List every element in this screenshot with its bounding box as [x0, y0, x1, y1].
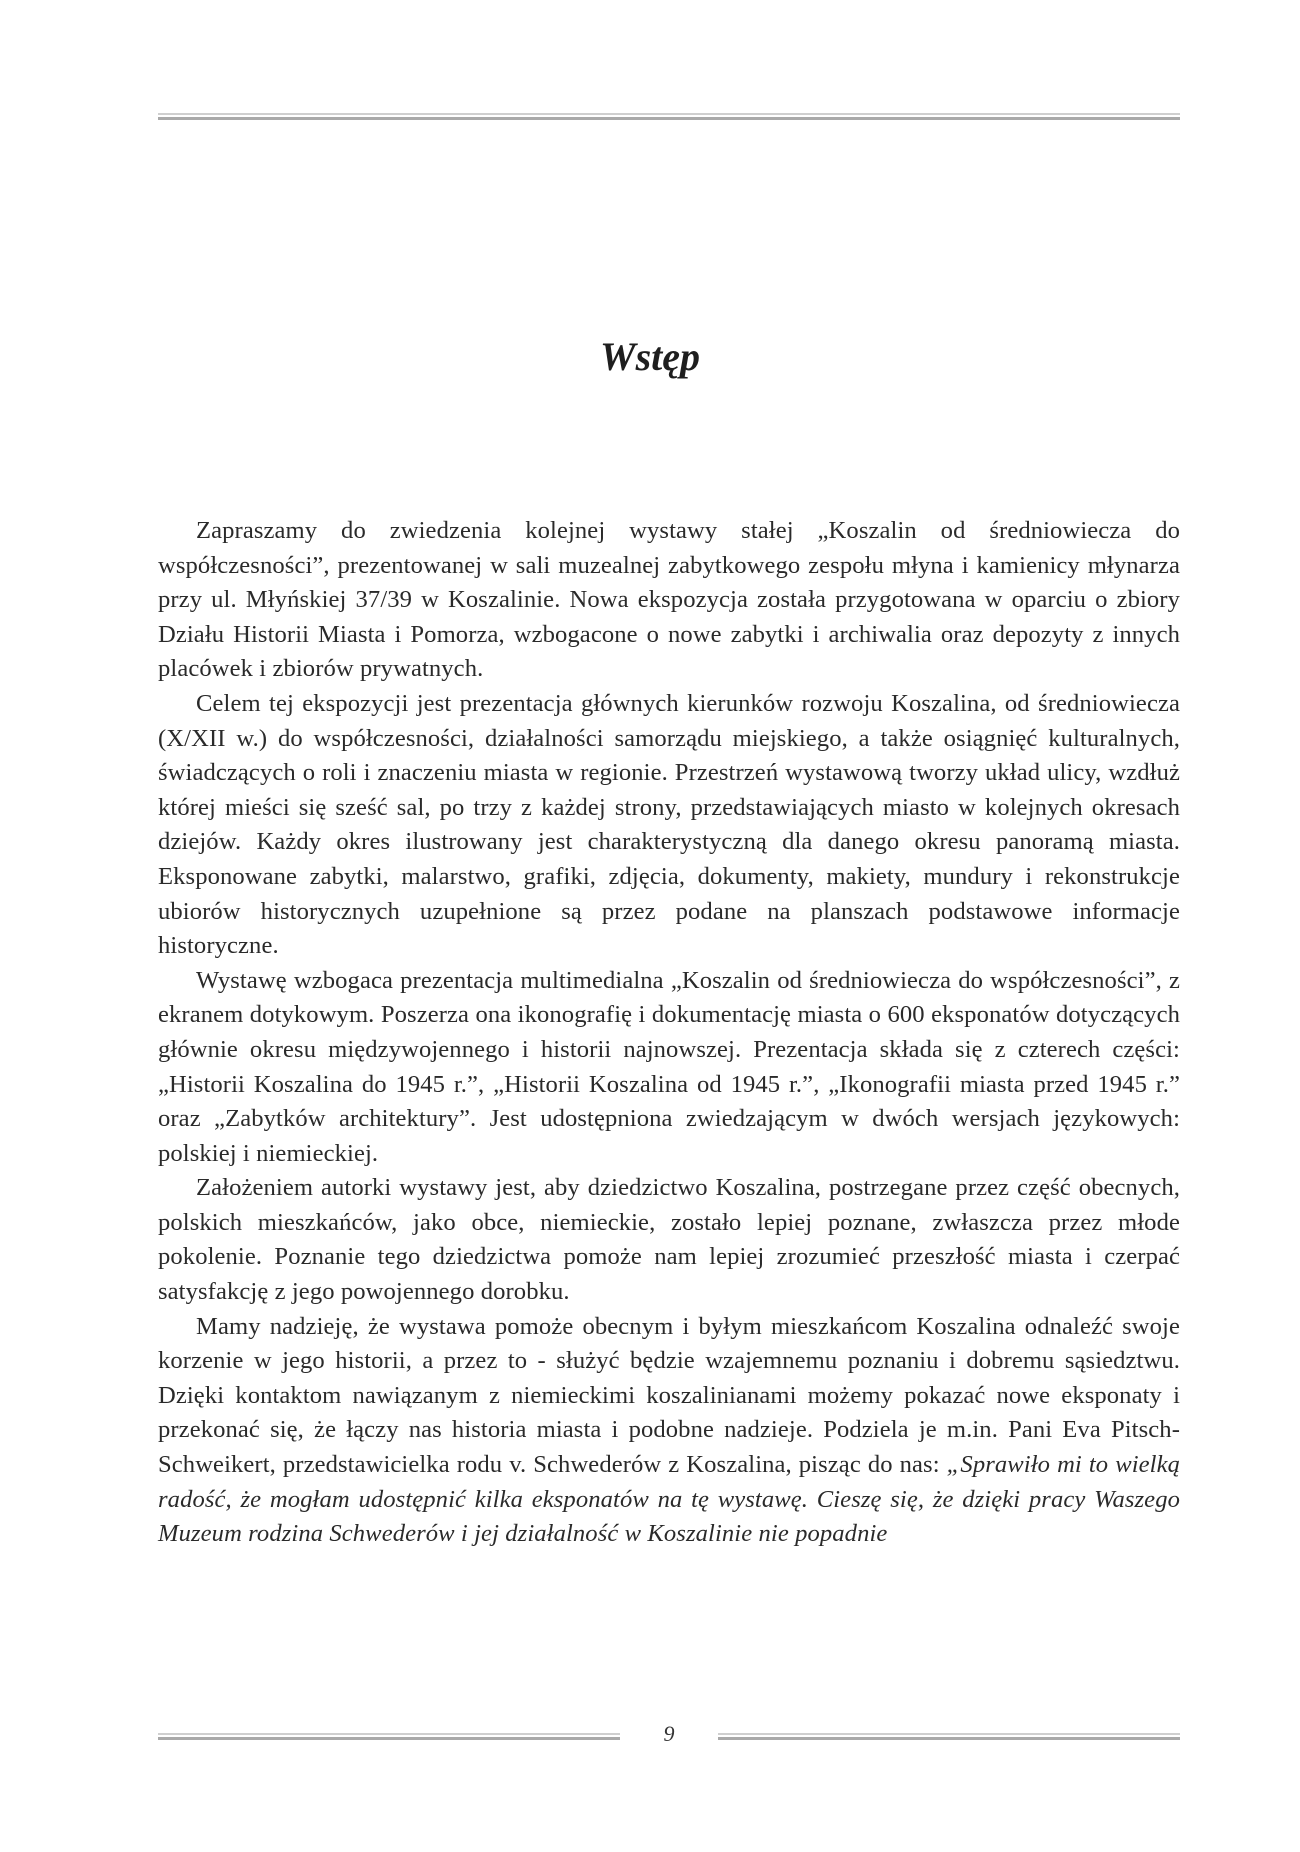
paragraph-5	[158, 1310, 1180, 1552]
header-rule	[158, 113, 1180, 120]
paragraph-2: Celem tej ekspozycji jest prezentacja głównych kierunków rozwoju Koszalina, od średniowiecza (X/XII w.) do współczesności, działalności samorządu miejskiego, a także osiągnięć kulturalnych, świadczących o roli i znaczeniu miasta w regionie. Przestrzeń wystawową tworzy układ ulicy, wzdłuż której mieści się sześć sal, po trzy z każdej strony, przedstawiających miasto w kolejnych okresach dziejów. Każdy okres ilustrowany jest charakterystyczną dla danego okresu panoramą miasta. Eksponowane zabytki, malarstwo, grafiki, zdjęcia, dokumenty, makiety, mundury i rekonstrukcje ubiorów historycznych uzupełnione są przez podane na planszach podstawowe informacje historyczne.	[158, 689, 1180, 960]
page-footer	[158, 1721, 1180, 1747]
paragraph-5-text: Mamy nadzieję, że wystawa pomoże obecnym i byłym mieszkańcom Koszalina odnaleźć swoje korzenie w jego historii, a przez to - służyć będzie wzajemnemu poznaniu i dobremu sąsiedztwu. Dzięki kontaktom nawiązanym z niemieckimi koszalinianami możemy pokazać nowe eksponaty i przekonać się, że łączy nas historia miasta i podobne nadzieje. Podziela je m.in. Pani Eva Pitsch-Schweikert, przedstawicielka rodu v. Schwederów z Koszalina, pisząc do nas:	[158, 1312, 1180, 1479]
paragraph-3: Wystawę wzbogaca prezentacja multimedialna „Koszalin od średniowiecza do współczesności”, z ekranem dotykowym. Poszerza ona ikonografię i dokumentację miasta o 600 eksponatów dotyczących głównie okresu międzywojennego i historii najnowszej. Prezentacja składa się z czterech części: „Historii Koszalina do 1945 r.”, „Historii Koszalina od 1945 r.”, „Ikonografii miasta przed 1945 r.” oraz „Zabytków architektury”. Jest udostępniona zwiedzającym w dwóch wersjach językowych: polskiej i niemieckiej.	[158, 966, 1180, 1167]
page-number: 9	[663, 1721, 675, 1746]
footer-rule-left	[158, 1733, 620, 1740]
page-title: Wstęp	[600, 334, 700, 379]
paragraph-4: Założeniem autorki wystawy jest, aby dziedzictwo Koszalina, postrzegane przez część obecnych, polskich mieszkańców, jako obce, niemieckie, zostało lepiej poznane, zwłaszcza przez młode pokolenie. Poznanie tego dziedzictwa pomoże nam lepiej zrozumieć przeszłość miasta i czerpać satysfakcję z jego powojennego dorobku.	[158, 1174, 1180, 1306]
quote-text: „Sprawiło mi to wielką radość, że mogłam udostępnić kilka eksponatów na tę wystawę. Cieszę się, że dzięki pracy Waszego Muzeum rodzina Schwederów i jej działalność w Koszalinie nie popadnie	[158, 1451, 1180, 1548]
body-text	[158, 514, 1180, 1552]
paragraph-1: Zapraszamy do zwiedzenia kolejnej wystawy stałej „Koszalin od średniowiecza do współczesności”, prezentowanej w sali muzealnej zabytkowego zespołu młyna i kamienicy młynarza przy ul. Młyńskiej 37/39 w Koszalinie. Nowa ekspozycja została przygotowana w oparciu o zbiory Działu Historii Miasta i Pomorza, wzbogacone o nowe zabytki i archiwalia oraz depozyty z innych placówek i zbiorów prywatnych.	[158, 517, 1180, 683]
footer-rule-right	[718, 1733, 1180, 1740]
